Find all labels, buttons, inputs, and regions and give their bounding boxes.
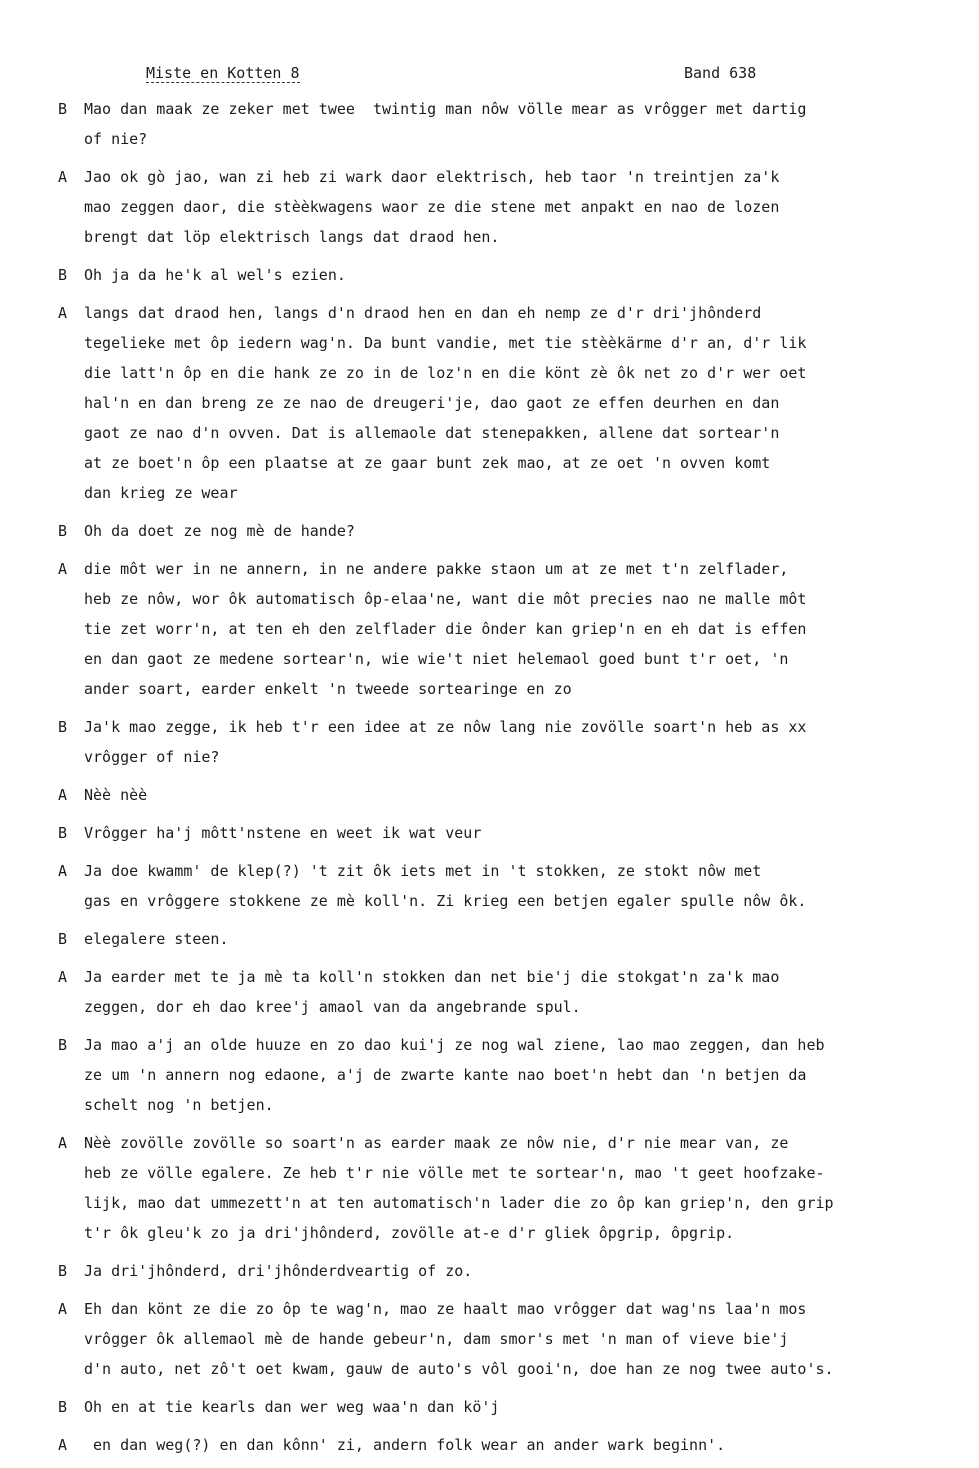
utterance [84,1030,958,1120]
dialogue-turn [58,162,958,252]
dialogue-turn [58,712,958,772]
utterance-line: tegelieke met ôp iedern wag'n. Da bunt vandie, met tie stèèkärme d'r an, d'r lik [84,334,807,352]
utterance-line: Oh da doet ze nog mè de hande? [84,522,355,540]
utterance-line: Oh en at tie kearls dan wer weg waa'n dan kö'j [84,1398,500,1416]
utterance [84,298,958,508]
utterance-line: d'n auto, net zô't oet kwam, gauw de auto's vôl gooi'n, doe han ze nog twee auto's. [84,1360,834,1378]
utterance [84,962,958,1022]
speaker-label: B [58,930,68,948]
speaker-label: A [58,1134,68,1152]
utterance [84,260,958,290]
utterance-line: Mao dan maak ze zeker met twee twintig man nôw völle mear as vrôgger met dartig [84,100,807,118]
utterance [84,162,958,252]
utterance-line: Ja dri'jhônderd, dri'jhônderdveartig of zo. [84,1262,473,1280]
speaker-label: A [58,304,68,322]
utterance-line: zeggen, dor eh dao kree'j amaol van da angebrande spul. [84,998,581,1016]
utterance-line: en dan gaot ze medene sortear'n, wie wie't niet helemaol goed bunt t'r oet, 'n [84,650,789,668]
utterance [84,1294,958,1384]
utterance-line: tie zet worr'n, at ten eh den zelflader die ônder kan griep'n en eh dat is effen [84,620,807,638]
dialogue-turn [58,924,958,954]
dialogue-turn [58,1128,958,1248]
speaker-label: A [58,560,68,578]
speaker-label: A [58,168,68,186]
utterance [84,94,958,154]
utterance-line: t'r ôk gleu'k zo ja dri'jhônderd, zovölle at-e d'r gliek ôpgrip, ôpgrip. [84,1224,735,1242]
utterance-line: vrôgger of nie? [84,748,220,766]
utterance-line: elegalere steen. [84,930,229,948]
speaker-label: B [58,1398,68,1416]
utterance [84,780,958,810]
utterance-line: Nèè zovölle zovölle so soart'n as earder maak ze nôw nie, d'r nie mear van, ze [84,1134,789,1152]
utterance-line: en dan weg(?) en dan kônn' zi, andern folk wear an ander wark beginn'. [84,1436,726,1454]
utterance-line: mao zeggen daor, die stèèkwagens waor ze die stene met anpakt en nao de lozen [84,198,780,216]
dialogue-turn [58,1030,958,1120]
utterance-line: Nèè nèè [84,786,148,804]
utterance-line: Oh ja da he'k al wel's ezien. [84,266,346,284]
utterance-line: lijk, mao dat ummezett'n at ten automatisch'n lader die zo ôp kan griep'n, den grip [84,1194,834,1212]
speaker-label: A [58,1300,68,1318]
utterance [84,1128,958,1248]
utterance-line: dan krieg ze wear [84,484,238,502]
dialogue-turn [58,780,958,810]
utterance [84,554,958,704]
utterance [84,818,958,848]
speaker-label: A [58,968,68,986]
dialogue-turn [58,260,958,290]
utterance-line: heb ze völle egalere. Ze heb t'r nie völle met te sortear'n, mao 't geet hoofzake- [84,1164,825,1182]
speaker-label: B [58,266,68,284]
speaker-label: A [58,862,68,880]
speaker-label: B [58,1036,68,1054]
utterance-line: brengt dat löp elektrisch langs dat draod hen. [84,228,500,246]
dialogue-turn [58,516,958,546]
utterance-line: at ze boet'n ôp een plaatse at ze gaar bunt zek mao, at ze oet 'n ovven komt [84,454,771,472]
utterance-line: gas en vrôggere stokkene ze mè koll'n. Zi krieg een betjen egaler spulle nôw ôk. [84,892,807,910]
transcript-body [58,94,958,1468]
speaker-label: B [58,718,68,736]
utterance-line: Eh dan könt ze die zo ôp te wag'n, mao ze haalt mao vrôgger dat wag'ns laa'n mos [84,1300,807,1318]
utterance-line: gaot ze nao d'n ovven. Dat is allemaole dat stenepakken, allene dat sortear'n [84,424,780,442]
band-number: Band 638 [684,64,757,82]
utterance-line: die latt'n ôp en die hank ze zo in de loz'n en die könt zè ôk net zo d'r wer oet [84,364,807,382]
utterance [84,516,958,546]
dialogue-turn [58,1430,958,1460]
utterance-line: Ja earder met te ja mè ta koll'n stokken dan net bie'j die stokgat'n za'k mao [84,968,780,986]
utterance-line: ze um 'n annern nog edaone, a'j de zwarte kante nao boet'n hebt dan 'n betjen da [84,1066,807,1084]
speaker-label: B [58,824,68,842]
utterance-line: Ja mao a'j an olde huuze en zo dao kui'j ze nog wal ziene, lao mao zeggen, dan heb [84,1036,825,1054]
utterance-line: Ja doe kwamm' de klep(?) 't zit ôk iets met in 't stokken, ze stokt nôw met [84,862,762,880]
document-title: Miste en Kotten 8 [146,64,300,82]
utterance [84,1256,958,1286]
utterance [84,856,958,916]
dialogue-turn [58,1256,958,1286]
dialogue-turn [58,298,958,508]
utterance-line: hal'n en dan breng ze ze nao de dreugeri'je, dao gaot ze effen deurhen en dan [84,394,780,412]
utterance [84,712,958,772]
dialogue-turn [58,1392,958,1422]
utterance-line: vrôgger ôk allemaol mè de hande gebeur'n, dam smor's met 'n man of vieve bie'j [84,1330,789,1348]
utterance-line: langs dat draod hen, langs d'n draod hen en dan eh nemp ze d'r dri'jhônderd [84,304,762,322]
utterance-line: Jao ok gò jao, wan zi heb zi wark daor elektrisch, heb taor 'n treintjen za'k [84,168,780,186]
utterance-line: Ja'k mao zegge, ik heb t'r een idee at ze nôw lang nie zovölle soart'n heb as xx [84,718,807,736]
dialogue-turn [58,856,958,916]
utterance-line: schelt nog 'n betjen. [84,1096,274,1114]
utterance-line: heb ze nôw, wor ôk automatisch ôp-elaa'ne, want die môt precies nao ne malle môt [84,590,807,608]
utterance-line: Vrôgger ha'j môtt'nstene en weet ik wat veur [84,824,482,842]
speaker-label: B [58,522,68,540]
dialogue-turn [58,818,958,848]
utterance [84,1392,958,1422]
utterance-line: die môt wer in ne annern, in ne andere pakke staon um at ze met t'n zelflader, [84,560,789,578]
utterance-line: of nie? [84,130,148,148]
dialogue-turn [58,94,958,154]
utterance [84,1430,958,1460]
page-header [146,64,779,86]
utterance-line: ander soart, earder enkelt 'n tweede sortearinge en zo [84,680,572,698]
speaker-label: B [58,1262,68,1280]
dialogue-turn [58,554,958,704]
dialogue-turn [58,962,958,1022]
speaker-label: B [58,100,68,118]
speaker-label: A [58,786,68,804]
dialogue-turn [58,1294,958,1384]
speaker-label: A [58,1436,68,1454]
utterance [84,924,958,954]
